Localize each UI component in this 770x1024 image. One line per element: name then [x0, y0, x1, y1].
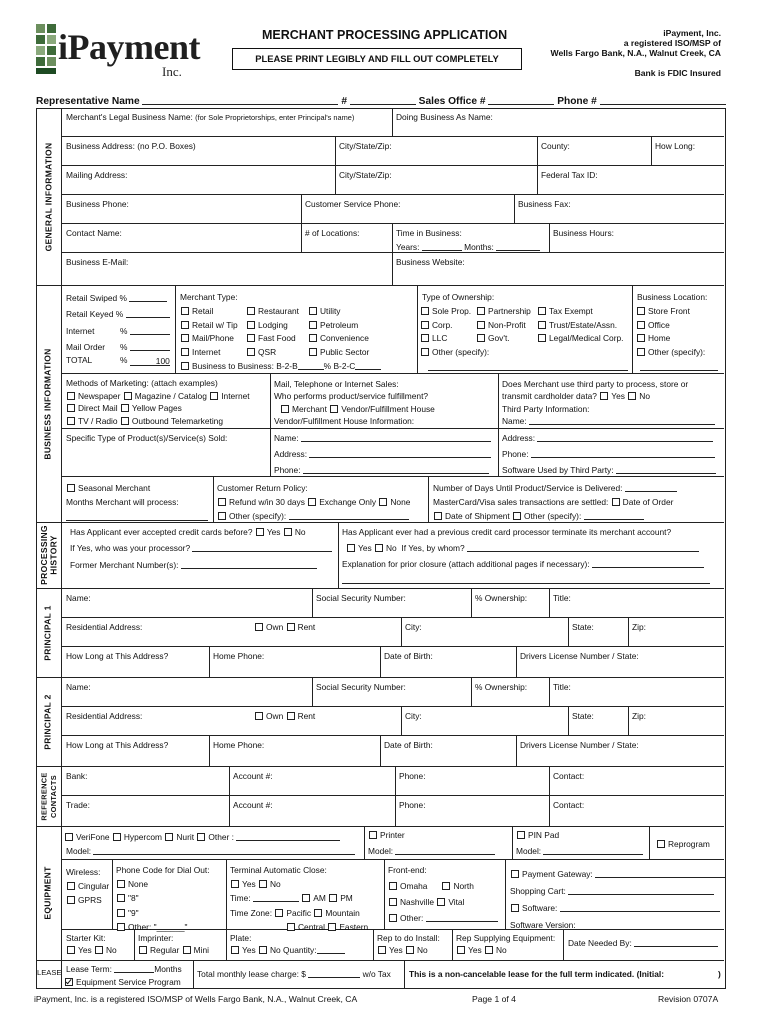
- rep-line: [36, 96, 726, 107]
- lease-charge: Total monthly lease charge: $ w/o Tax: [197, 969, 391, 979]
- own-col1: Sole Prop. Corp. LLC Other (specify):: [420, 305, 489, 360]
- tp-phone: Phone:: [502, 449, 715, 459]
- vendor-name: Name:: [274, 433, 491, 443]
- products-label: Specific Type of Product(s)/Service(s) Sold:: [66, 433, 228, 443]
- ref-trade-phone-label: Phone:: [399, 800, 426, 810]
- page-title: MERCHANT PROCESSING APPLICATION: [262, 28, 508, 42]
- p1-title-label: Title:: [553, 593, 571, 603]
- fdic-note: Bank is FDIC Insured: [634, 68, 721, 78]
- logo-text: iPayment: [58, 27, 200, 67]
- dba-label: Doing Business As Name:: [396, 112, 493, 122]
- section-equipment: EQUIPMENT: [43, 866, 54, 920]
- city-state-zip-label: City/State/Zip:: [339, 141, 392, 151]
- business-phone-label: Business Phone:: [66, 199, 129, 209]
- rep-phone-label: Phone #: [557, 96, 597, 107]
- footer-left: iPayment, Inc. is a registered ISO/MSP of Wells Fargo Bank, N.A., Walnut Creek, CA: [34, 994, 358, 1004]
- explanation: Explanation for prior closure (attach additional pages if necessary):: [342, 559, 704, 569]
- internet-pct: Internet: [66, 326, 95, 336]
- section-reference: REFERENCE CONTACTS: [40, 771, 59, 821]
- logo: [34, 22, 200, 79]
- p2-title-label: Title:: [553, 682, 571, 692]
- ref-trade-account-label: Account #:: [233, 800, 273, 810]
- retail-swiped: Retail Swiped %: [66, 293, 167, 303]
- mt-utility-checkbox[interactable]: [309, 307, 317, 315]
- company-info: [551, 28, 721, 78]
- p1-ssn-label: Social Security Number:: [316, 593, 406, 603]
- own-sole-prop-checkbox[interactable]: [421, 307, 429, 315]
- terminated-yes: Yes No If Yes, by whom?: [346, 543, 699, 553]
- rep-phone-field[interactable]: [600, 96, 726, 105]
- marketing-label: Methods of Marketing: (attach examples): [66, 378, 218, 388]
- p1-city-label: City:: [405, 622, 422, 632]
- mailing-city-label: City/State/Zip:: [339, 170, 392, 180]
- p2-name-label: Name:: [66, 682, 91, 692]
- p2-residential-label: Residential Address:: [66, 711, 143, 721]
- explanation-field[interactable]: [342, 575, 710, 584]
- mt-qsr-checkbox[interactable]: [247, 348, 255, 356]
- mt-mail-phone-checkbox[interactable]: [181, 334, 189, 342]
- months-field[interactable]: [496, 242, 540, 251]
- p2-city-label: City:: [405, 711, 422, 721]
- who-processor: If Yes, who was your processor?: [70, 543, 332, 553]
- rep-install: Rep to do Install: Yes No: [377, 933, 440, 955]
- own-col2: Partnership Non-Profit Gov't.: [476, 305, 531, 346]
- mt-internet-checkbox[interactable]: [181, 348, 189, 356]
- years-field[interactable]: [422, 242, 462, 251]
- mt-lodging-checkbox[interactable]: [247, 321, 255, 329]
- ref-trade-label: Trade:: [66, 800, 90, 810]
- section-lease: LEASE: [37, 968, 62, 977]
- imprinter: Imprinter: Regular Mini: [138, 933, 210, 955]
- location-items: Store Front Office Home Other (specify):: [636, 305, 705, 360]
- own-corp-checkbox[interactable]: [421, 321, 429, 329]
- section-principal1: PRINCIPAL 1: [43, 604, 54, 661]
- tp-name: Name:: [502, 416, 715, 426]
- years-months: Years: Months:: [396, 242, 540, 252]
- p1-state-label: State:: [572, 622, 594, 632]
- loc-office-checkbox[interactable]: [637, 321, 645, 329]
- p1-ownership-label: % Ownership:: [475, 593, 528, 603]
- section-processing: PROCESSING HISTORY: [39, 525, 60, 585]
- lease-noncancel: This is a non-cancelable lease for the full term indicated. (Initial:: [409, 969, 665, 979]
- company-name: iPayment, Inc.: [663, 28, 721, 38]
- sales-office-label: Sales Office #: [418, 96, 486, 107]
- ownership-label: Type of Ownership:: [422, 292, 495, 302]
- ref-bank-label: Bank:: [66, 771, 88, 781]
- business-fax-label: Business Fax:: [518, 199, 571, 209]
- lease-term: Lease Term: Months: [66, 964, 182, 974]
- ref-trade-contact-label: Contact:: [553, 800, 585, 810]
- p2-dl-label: Drivers License Number / State:: [520, 740, 639, 750]
- gateway: Payment Gateway: Shopping Cart: Software: Software Version:: [510, 866, 725, 934]
- location-label: Business Location:: [637, 292, 708, 302]
- mt-col3: Utility Petroleum Convenience Public Sector: [308, 305, 369, 360]
- p2-state-label: State:: [572, 711, 594, 721]
- months-proc-field[interactable]: [66, 512, 208, 521]
- rep-name-label: Representative Name: [36, 96, 140, 107]
- rep-name-field[interactable]: [142, 96, 338, 105]
- own-other-checkbox[interactable]: [421, 348, 429, 356]
- logo-sub: Inc.: [162, 64, 182, 79]
- time-in-business-label: Time in Business:: [396, 228, 462, 238]
- tp-address: Address:: [502, 433, 713, 443]
- terminal-model: Model:: [66, 846, 355, 856]
- business-email-label: Business E-Mail:: [66, 257, 129, 267]
- contact-name-label: Contact Name:: [66, 228, 122, 238]
- loc-other-field[interactable]: [640, 362, 718, 371]
- own-trust-checkbox[interactable]: [538, 321, 546, 329]
- business-website-label: Business Website:: [396, 257, 465, 267]
- ref-bank-contact-label: Contact:: [553, 771, 585, 781]
- front-end: Front-end: Omaha North Nashville Vital Other:: [388, 862, 498, 926]
- rep-supply: Rep Supplying Equipment: Yes No: [456, 933, 556, 955]
- own-partnership-checkbox[interactable]: [477, 307, 485, 315]
- p2-ownership-label: % Ownership:: [475, 682, 528, 692]
- mt-restaurant-checkbox[interactable]: [247, 307, 255, 315]
- section-general: GENERAL INFORMATION: [43, 142, 53, 251]
- p1-dob-label: Date of Birth:: [384, 651, 433, 661]
- former-number: Former Merchant Number(s):: [70, 560, 317, 570]
- section-principal2: PRINCIPAL 2: [43, 693, 54, 750]
- own-govt-checkbox[interactable]: [477, 334, 485, 342]
- mail-sales-label: Mail, Telephone or Internet Sales: Who performs product/service fulfillment? Merchant Vendor/Fulfillment House Vendor/Fulfillment House Information:: [274, 379, 435, 426]
- mailing-address-label: Mailing Address:: [66, 170, 128, 180]
- terminal-types: VeriFone Hypercom Nurit Other :: [64, 832, 340, 842]
- federal-tax-id-label: Federal Tax ID:: [541, 170, 598, 180]
- third-party-label: Does Merchant use third party to process, store or transmit cardholder data? Yes No Third Party Information:: [502, 379, 689, 414]
- pin-pad-model: Model:: [516, 846, 643, 856]
- sales-office-field[interactable]: [488, 96, 554, 105]
- mt-petroleum-checkbox[interactable]: [309, 321, 317, 329]
- retail-keyed: Retail Keyed %: [66, 309, 170, 319]
- merchant-type-label: Merchant Type:: [180, 292, 238, 302]
- delivery: Number of Days Until Product/Service is Delivered: MasterCard/Visa sales transactions are settled: Date of Order Date of Shipment Other (specify):: [433, 481, 677, 523]
- terminated: Has Applicant ever had a previous credit card processor terminate its merchant account?: [342, 527, 672, 537]
- p2-ssn-label: Social Security Number:: [316, 682, 406, 692]
- section-business: BUSINESS INFORMATION: [43, 347, 53, 460]
- how-long-label: How Long:: [655, 141, 696, 151]
- wireless: Wireless: Cingular GPRS: [66, 867, 110, 905]
- own-tax-exempt-checkbox[interactable]: [538, 307, 546, 315]
- rep-num-label: #: [341, 96, 347, 107]
- own-nonprofit-checkbox[interactable]: [477, 321, 485, 329]
- seasonal: Seasonal Merchant Months Merchant will process:: [66, 483, 179, 507]
- p1-residential-label: Residential Address:: [66, 622, 143, 632]
- instruction-banner: PLEASE PRINT LEGIBLY AND FILL OUT COMPLETELY: [232, 48, 522, 70]
- footer-revision: Revision 0707A: [658, 994, 719, 1004]
- service-program: Equipment Service Program: [64, 977, 181, 987]
- p1-how-long-label: How Long at This Address?: [66, 651, 169, 661]
- p1-home-phone-label: Home Phone:: [213, 651, 265, 661]
- own-other-field[interactable]: [428, 362, 628, 371]
- tp-software: Software Used by Third Party:: [502, 465, 716, 475]
- accepted-before: Has Applicant ever accepted credit cards before? Yes No: [70, 527, 306, 537]
- company-line2: a registered ISO/MSP of: [623, 38, 721, 48]
- p1-zip-label: Zip:: [632, 622, 646, 632]
- b2b-b2c: Business to Business: B-2-B % B-2-C: [180, 361, 381, 371]
- mail-order-pct: Mail Order: [66, 342, 106, 352]
- printer: Printer: [368, 830, 405, 840]
- service-program-checkbox[interactable]: [65, 978, 73, 986]
- ref-bank-account-label: Account #:: [233, 771, 273, 781]
- loc-other-checkbox[interactable]: [637, 348, 645, 356]
- mt-retail-tip-checkbox[interactable]: [181, 321, 189, 329]
- return-policy: Customer Return Policy: Refund w/in 30 days Exchange Only None Other (specify):: [217, 483, 411, 521]
- rep-num-field[interactable]: [350, 96, 416, 105]
- date-needed: Date Needed By:: [568, 938, 718, 948]
- cs-phone-label: Customer Service Phone:: [305, 199, 401, 209]
- p2-own-rent: Own Rent: [254, 711, 315, 721]
- mt-fast-food-checkbox[interactable]: [247, 334, 255, 342]
- p1-own-rent: Own Rent: [254, 622, 315, 632]
- p1-dl-label: Drivers License Number / State:: [520, 651, 639, 661]
- legal-name-label: Merchant's Legal Business Name: (for Sole Proprietorships, enter Principal's name): [66, 112, 355, 122]
- plate: Plate: Yes No Quantity:: [230, 932, 345, 956]
- mt-col1: Retail Retail w/ Tip Mail/Phone Internet: [180, 305, 238, 360]
- printer-model: Model:: [368, 846, 495, 856]
- company-line3: Wells Fargo Bank, N.A., Walnut Creek, CA: [550, 48, 721, 58]
- mt-convenience-checkbox[interactable]: [309, 334, 317, 342]
- starter-kit: Starter Kit: Yes No: [66, 933, 117, 955]
- vendor-address: Address:: [274, 449, 491, 459]
- business-hours-label: Business Hours:: [553, 228, 614, 238]
- total-pct: TOTAL: [66, 355, 93, 365]
- business-address-label: Business Address: (no P.O. Boxes): [66, 141, 196, 151]
- loc-store-front-checkbox[interactable]: [637, 307, 645, 315]
- mt-retail-checkbox[interactable]: [181, 307, 189, 315]
- ref-bank-phone-label: Phone:: [399, 771, 426, 781]
- marketing-options: Newspaper Magazine / Catalog Internet Direct Mail Yellow Pages TV / Radio Outbound Telemarketing: [66, 390, 250, 427]
- p2-how-long-label: How Long at This Address?: [66, 740, 169, 750]
- dial-out: Phone Code for Dial Out: None "8" "9" Other: "______": [116, 865, 210, 932]
- pin-pad: PIN Pad: [516, 830, 559, 840]
- p2-dob-label: Date of Birth:: [384, 740, 433, 750]
- county-label: County:: [541, 141, 570, 151]
- locations-label: # of Locations:: [305, 228, 360, 238]
- auto-close: Terminal Automatic Close: Yes No Time: AM PM Time Zone: Pacific Mountain Central Eastern: [230, 865, 369, 932]
- p2-zip-label: Zip:: [632, 711, 646, 721]
- loc-home-checkbox[interactable]: [637, 334, 645, 342]
- mt-col2: Restaurant Lodging Fast Food QSR: [246, 305, 299, 360]
- mt-public-sector-checkbox[interactable]: [309, 348, 317, 356]
- lease-initial-close: ): [718, 969, 721, 979]
- p1-name-label: Name:: [66, 593, 91, 603]
- footer-page: Page 1 of 4: [472, 994, 516, 1004]
- own-legal-medical-checkbox[interactable]: [538, 334, 546, 342]
- reprogram: Reprogram: [656, 839, 710, 849]
- p2-home-phone-label: Home Phone:: [213, 740, 265, 750]
- own-llc-checkbox[interactable]: [421, 334, 429, 342]
- own-col3: Tax Exempt Trust/Estate/Assn. Legal/Medical Corp.: [537, 305, 623, 346]
- vendor-phone: Phone:: [274, 465, 489, 475]
